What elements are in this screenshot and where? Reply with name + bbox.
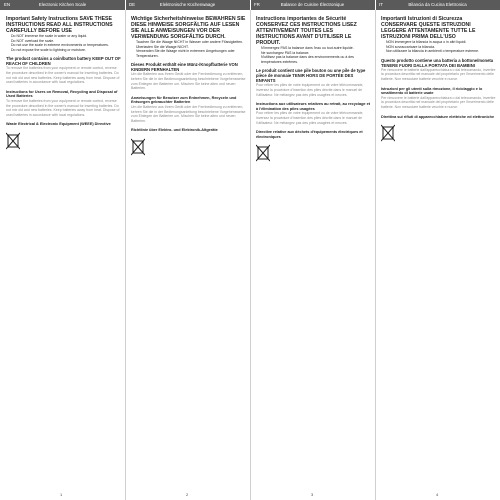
column-italian — [381, 16, 496, 496]
body-text: Pour retirer les piles de votre équipement ou de votre télécommande, inversez la procédure d'insertion des piles décrite dans le manuel de l'utilisateur. Ne mélangez pas des piles usagées et neuves. — [256, 83, 364, 97]
column-divider — [125, 10, 126, 500]
language-code: IT — [379, 2, 383, 7]
body-text: To remove the batteries from your equipment or remote control, reverse the procedure described in the owner's manual for inserting batteries. Do not mix old and new batteries. Keep batteries away from heat. Dispose of used batteries in accordance with local regulations. — [6, 66, 120, 85]
safety-list — [381, 40, 496, 54]
product-name: Electronic Kitchen Scale — [38, 2, 87, 7]
crossed-out-wheelie-bin-icon — [6, 132, 20, 150]
safety-title: Wichtige Sicherheitshinweise BEWAHREN SIE DIESE HINWEISE SORGFÄLTIG AUF LESEN SIE ALLE ANWEISUNGEN VOR DER VERWENDUNG SORGFÄLTIG DURCH. — [131, 16, 246, 40]
list-item: • Do not use the scale in extreme environments or temperatures. — [11, 43, 121, 48]
language-code: FR — [254, 2, 260, 7]
header-cell-en — [0, 0, 125, 10]
header-cell-de — [125, 0, 250, 10]
column-english — [6, 16, 121, 496]
product-name: Elektronische Küchenwaage — [159, 2, 216, 7]
header-cell-it — [375, 0, 500, 10]
recycling-title: Instructions for Users on Removal, Recycling and Disposal of Used Batteries — [6, 89, 118, 99]
list-item: • Do not expose the scale to lightning or moisture. — [11, 48, 121, 53]
list-item: • Do NOT overload the scale. — [11, 39, 121, 44]
body-text: Per rimuovere le batterie dall'apparecchiatura o dal telecomando, invertire la procedura descritta nel manuale del proprietario per l'inserimento delle batterie. Non mescolare batterie vecchie e nuove. — [381, 95, 496, 109]
list-item: • N'immergez PAS la balance dans l'eau ou tout autre liquide. — [261, 46, 371, 51]
weee-title: Directive relative aux déchets d'équipements électriques et électroniques — [256, 130, 363, 139]
language-code: EN — [4, 2, 11, 7]
body-text: To remove the batteries from your equipment or remote control, reverse the procedure described in the owner's manual for inserting batteries. Do not mix old and new batteries. Keep batteries away from heat. Dispose of used batteries in accordance with local regulations. — [6, 98, 120, 117]
column-divider — [375, 10, 376, 500]
page-number: 2 — [186, 492, 189, 497]
safety-list — [6, 34, 121, 52]
language-code: DE — [129, 2, 136, 7]
list-item: • Ne surchargez PAS la balance. — [261, 51, 371, 56]
battery-warning-title: Questo prodotto contiene una batteria a bottone/moneta TENERE FUORI DALLA PORTATA DEI BAMBINI — [381, 57, 494, 68]
battery-warning-title: Le produit contient une pile bouton ou une pile de type pièce de monnaie TENIR HORS DE PORTÉE DES ENFANTS — [256, 68, 366, 84]
safety-title: Instructions importantes de Sécurité CONSERVEZ CES INSTRUCTIONS LISEZ ATTENTIVEMENT TOUTES LES INSTRUCTIONS AVANT D'UTILISER LE PRODUIT. — [256, 16, 357, 46]
product-name: Bilancia da Cucina Elettronica — [408, 2, 467, 7]
weee-title: Richtlinie über Elektro- und Elektronik-Altgeräte — [131, 128, 218, 133]
weee-title: Direttiva sui rifiuti di apparecchiature elettriche ed elettroniche — [381, 114, 495, 119]
page-number: 1 — [60, 492, 63, 497]
recycling-title: Anweisungen für Benutzer zum Entnehmen, Recyceln und Entsorgen gebrauchter Batterien — [131, 95, 237, 105]
page-number: 4 — [436, 492, 439, 497]
list-item: • NON immergere la bilancia in acqua o in altri liquidi. — [386, 40, 496, 45]
column-divider — [250, 10, 251, 500]
list-item: • Do NOT immerse the scale in water or any liquid. — [11, 34, 121, 39]
crossed-out-wheelie-bin-icon — [256, 144, 270, 162]
battery-warning-title: Dieses Produkt enthält eine Münz-/Knopfbatterie VON KINDERN FERNHALTEN — [131, 62, 238, 73]
safety-list — [256, 46, 371, 64]
product-name: Balance de Cuisine Électronique — [280, 2, 345, 7]
body-text: Um die Batterien aus Ihrem Gerät oder der Fernbedienung zu entfernen, kehren Sie die in der Bedienungsanleitung beschriebene Vorgehensweise zum Einlegen der Batterien um. Mischen Sie keine alten und neuen Batterien. — [131, 104, 246, 123]
body-text: Um die Batterien aus Ihrem Gerät oder der Fernbedienung zu entfernen, kehren Sie die in der Bedienungsanleitung beschriebene Vorgehensweise zum Einlegen der Batterien um. Mischen Sie keine alten und neuen Batterien. — [131, 72, 246, 91]
crossed-out-wheelie-bin-icon — [381, 124, 395, 142]
list-item: • NON sovraccaricare la bilancia. — [386, 45, 496, 50]
page-number: 3 — [311, 492, 314, 497]
list-item: • Verwenden Sie die Waage nicht in extremen Umgebungen oder Temperaturen. — [136, 49, 246, 58]
recycling-title: Istruzioni per gli utenti sulla rimozione, il riciclaggio e lo smaltimento di batterie usate — [381, 86, 483, 96]
list-item: • N'utilisez pas la balance dans des environnements ou à des températures extrêmes. — [261, 55, 371, 64]
recycling-title: Instructions aux utilisateurs relatives au retrait, au recyclage et à l'élimination des piles usagées — [256, 102, 370, 111]
safety-title: Important Safety Instructions SAVE THESE INSTRUCTIONS READ ALL INSTRUCTIONS CAREFULLY BEFORE USE — [6, 16, 113, 34]
safety-title: Importanti Istruzioni di Sicurezza CONSERVARE QUESTE ISTRUZIONI LEGGERE ATTENTAMENTE TUTTE LE ISTRUZIONI PRIMA DELL'USO — [381, 16, 476, 40]
crossed-out-wheelie-bin-icon — [131, 138, 145, 156]
weee-title: Waste Electrical & Electronic Equipment (WEEE) Directive — [6, 122, 111, 127]
list-item: • Überlasten Sie die Waage NICHT. — [136, 45, 246, 50]
list-item: • Tauchen Sie die Waage NICHT in Wasser oder andere Flüssigkeiten. — [136, 40, 246, 45]
body-text: Per rimuovere le batterie dall'apparecchiatura o dal telecomando, invertire la procedura descritta nel manuale del proprietario per l'inserimento delle batterie. Non mescolare batterie vecchie e nuove. — [381, 67, 496, 81]
battery-warning-title: The product contains a coin/button battery KEEP OUT OF REACH OF CHILDREN — [6, 56, 121, 67]
language-header-bar — [0, 0, 500, 10]
list-item: • Non utilizzare la bilancia in ambienti o temperature estreme. — [386, 49, 496, 54]
header-cell-fr — [250, 0, 375, 10]
column-german — [131, 16, 246, 496]
column-french — [256, 16, 371, 496]
safety-list — [131, 40, 246, 58]
body-text: Pour retirer les piles de votre équipement ou de votre télécommande, inversez la procédure d'insertion des piles décrite dans le manuel de l'utilisateur. Ne mélangez pas des piles usagées et neuves. — [256, 111, 364, 125]
